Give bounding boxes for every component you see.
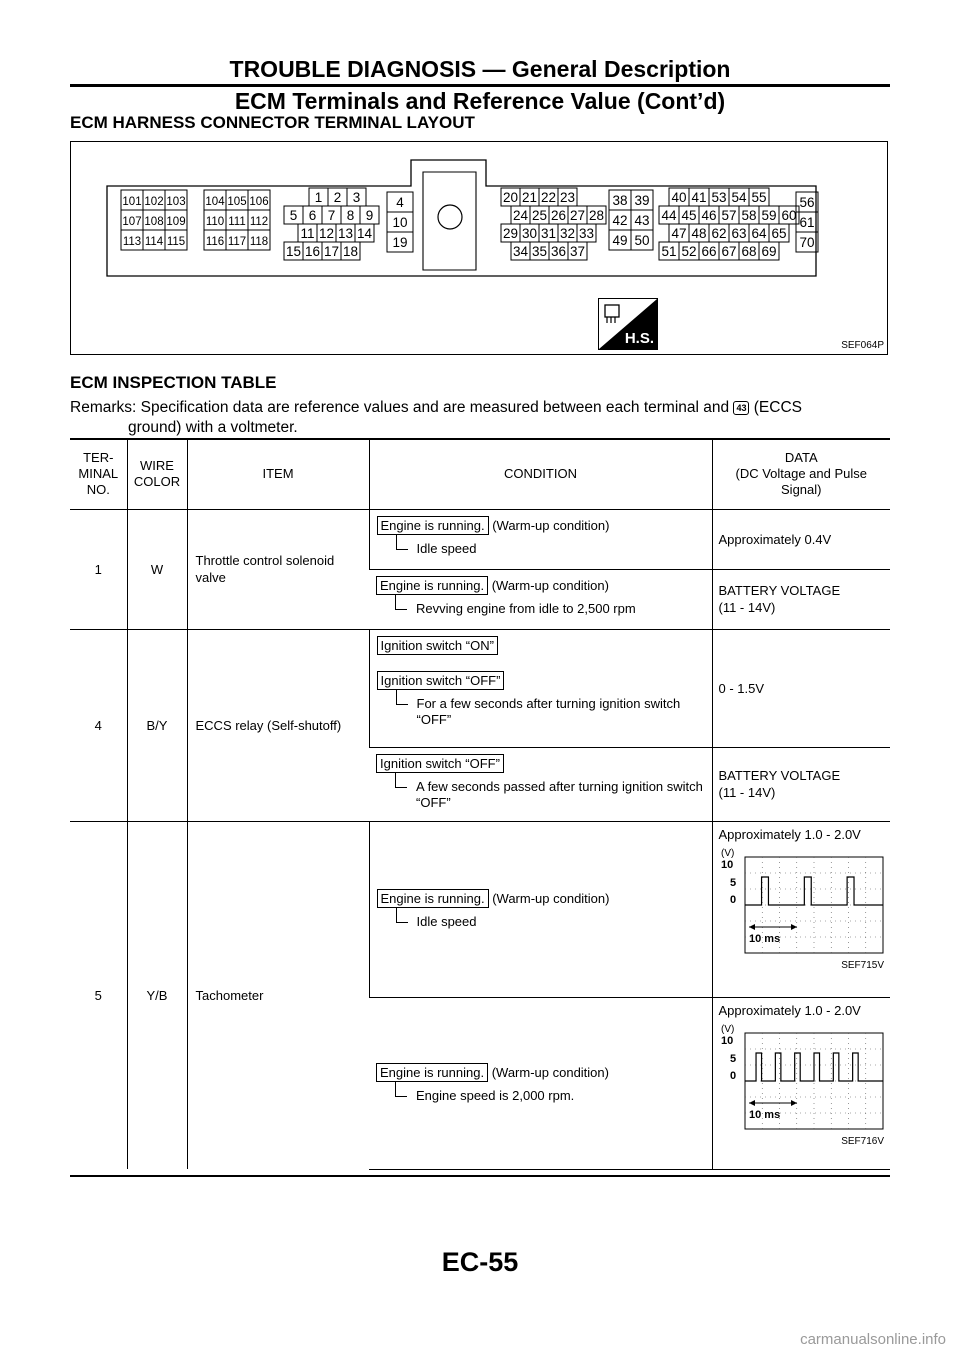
wire-color: Y/B xyxy=(127,821,187,1169)
scope-time-label: 10 ms xyxy=(748,1108,780,1121)
pin-number: 110 xyxy=(205,216,225,228)
pin-number: 20 xyxy=(502,190,519,205)
pin-number: 105 xyxy=(227,196,247,208)
pin-number: 45 xyxy=(681,208,697,223)
pin-number: 42 xyxy=(612,213,628,228)
pin-number: 34 xyxy=(512,244,529,259)
pin-number: 13 xyxy=(337,226,354,241)
pin-number: 102 xyxy=(144,196,164,208)
condition xyxy=(369,997,712,1169)
pin-number: 114 xyxy=(144,236,164,248)
scope-tick-5: 5 xyxy=(729,876,736,889)
pin-number: 67 xyxy=(721,244,737,259)
pin-number: 50 xyxy=(634,233,650,248)
condition xyxy=(369,569,712,629)
data-value: Approximately 0.4V xyxy=(712,509,890,569)
remarks-line1: Remarks: Specification data are reference values and are measured between each terminal and xyxy=(70,399,730,416)
pin-number: 60 xyxy=(781,208,797,223)
pin-number: 6 xyxy=(308,208,317,223)
scope-trace xyxy=(745,1053,883,1081)
remarks-line2: ground) with a voltmeter. xyxy=(128,419,298,436)
condition-box: Ignition switch “OFF” xyxy=(376,754,504,773)
pin-number: 59 xyxy=(761,208,777,223)
scope-tick-0: 0 xyxy=(729,893,736,906)
pin-number: 19 xyxy=(392,235,408,250)
pin-number: 29 xyxy=(502,226,519,241)
pin-number: 47 xyxy=(671,226,687,241)
connector-layout-heading: ECM HARNESS CONNECTOR TERMINAL LAYOUT xyxy=(70,113,475,132)
header-rule xyxy=(70,84,890,87)
pin-number: 106 xyxy=(249,196,269,208)
oscilloscope-waveform-idle xyxy=(719,847,885,955)
inspection-table xyxy=(70,439,890,1170)
pin-number: 68 xyxy=(741,244,757,259)
pin-number: 31 xyxy=(540,226,557,241)
pin-number: 30 xyxy=(521,226,538,241)
pin-number: 51 xyxy=(661,244,677,259)
condition-note: (Warm-up condition) xyxy=(491,577,609,593)
pin-number: 116 xyxy=(205,236,225,248)
condition-box: Ignition switch “ON” xyxy=(377,636,498,655)
pin-number: 8 xyxy=(346,208,355,223)
condition xyxy=(369,629,712,747)
pin-number: 12 xyxy=(318,226,335,241)
terminal-no: 4 xyxy=(70,629,127,821)
condition-note: (Warm-up condition) xyxy=(492,517,610,533)
pin-number: 32 xyxy=(559,226,576,241)
pin-number: 48 xyxy=(691,226,707,241)
remarks xyxy=(70,398,890,438)
page-number: EC-55 xyxy=(441,1247,519,1277)
table-row xyxy=(70,821,890,997)
remarks-tail: (ECCS xyxy=(753,399,802,416)
condition-box: Engine is running. xyxy=(376,576,488,595)
pin-number: 62 xyxy=(711,226,727,241)
pin-number: 2 xyxy=(333,190,342,205)
condition xyxy=(369,509,712,569)
wire-color: B/Y xyxy=(127,629,187,821)
hs-badge-label: H.S. xyxy=(624,330,654,347)
pin-number: 118 xyxy=(249,236,269,248)
data-value: BATTERY VOLTAGE (11 - 14V) xyxy=(712,569,890,629)
data-value: Approximately 1.0 - 2.0V xyxy=(718,1002,861,1018)
ground-terminal-badge: 43 xyxy=(733,401,749,415)
condition-sub: Revving engine from idle to 2,500 rpm xyxy=(376,601,706,617)
pin-number: 44 xyxy=(661,208,677,223)
pin-number: 61 xyxy=(799,215,815,230)
watermark: carmanualsonline.info xyxy=(800,1331,946,1348)
pin-number: 46 xyxy=(701,208,717,223)
pin-number: 28 xyxy=(588,208,605,223)
item: Tachometer xyxy=(187,821,369,1169)
pin-number: 69 xyxy=(761,244,777,259)
condition-note: (Warm-up condition) xyxy=(491,1064,609,1080)
pin-number: 9 xyxy=(365,208,374,223)
pin-number: 21 xyxy=(521,190,538,205)
pin-number: 101 xyxy=(122,196,142,208)
scope-tick-10: 10 xyxy=(720,1034,733,1047)
pin-number: 38 xyxy=(612,193,628,208)
pin-number: 103 xyxy=(166,196,186,208)
pin-number: 112 xyxy=(249,216,269,228)
pin-number: 41 xyxy=(691,190,707,205)
condition-box: Engine is running. xyxy=(376,1063,488,1082)
pin-number: 63 xyxy=(731,226,747,241)
col-data: DATA (DC Voltage and Pulse Signal) xyxy=(712,439,890,509)
pin-number: 7 xyxy=(327,208,336,223)
condition-sub: Idle speed xyxy=(377,541,706,557)
figure-code: SEF715V xyxy=(841,959,884,971)
condition-sub: A few seconds passed after turning ignition switch “OFF” xyxy=(376,779,706,811)
pin-number: 39 xyxy=(634,193,650,208)
pin-number: 115 xyxy=(166,236,186,248)
pin-number: 65 xyxy=(771,226,787,241)
condition-box: Ignition switch “OFF” xyxy=(377,671,505,690)
item: Throttle control solenoid valve xyxy=(187,509,369,629)
scope-unit: (V) xyxy=(720,847,734,859)
condition-sub: Idle speed xyxy=(377,914,706,930)
pin-number: 107 xyxy=(122,216,142,228)
pin-number: 108 xyxy=(144,216,164,228)
pin-number: 3 xyxy=(352,190,361,205)
pin-number: 70 xyxy=(799,235,815,250)
pin-number: 24 xyxy=(512,208,529,223)
wire-color: W xyxy=(127,509,187,629)
table-bottom-rule xyxy=(70,1175,890,1177)
pin-number: 16 xyxy=(304,244,321,259)
pin-number: 111 xyxy=(228,216,246,228)
scope-unit: (V) xyxy=(720,1023,734,1035)
scope-trace xyxy=(745,877,883,905)
pin-number: 66 xyxy=(701,244,717,259)
pin-number: 40 xyxy=(671,190,687,205)
condition xyxy=(369,747,712,821)
figure-code: SEF716V xyxy=(841,1135,884,1147)
pin-number: 113 xyxy=(122,236,142,248)
table-header-row xyxy=(70,439,890,509)
pin-number: 23 xyxy=(559,190,576,205)
pin-number: 57 xyxy=(721,208,737,223)
page-header-title: TROUBLE DIAGNOSIS — General Description xyxy=(229,56,731,82)
pin-number: 104 xyxy=(205,196,225,208)
pin-number: 35 xyxy=(531,244,548,259)
terminal-no: 1 xyxy=(94,561,102,577)
data-value: BATTERY VOLTAGE (11 - 14V) xyxy=(712,747,890,821)
pin-number: 18 xyxy=(342,244,359,259)
table-row xyxy=(70,509,890,569)
scope-tick-10: 10 xyxy=(720,858,733,871)
hs-badge xyxy=(598,298,658,350)
col-wire-color: WIRE COLOR xyxy=(127,439,187,509)
pin-number: 1 xyxy=(314,190,323,205)
condition xyxy=(369,821,712,997)
data-cell xyxy=(712,821,890,997)
condition-sub: Engine speed is 2,000 rpm. xyxy=(376,1088,706,1104)
pin-number: 49 xyxy=(612,233,628,248)
condition-note: (Warm-up condition) xyxy=(492,890,610,906)
condition-box: Engine is running. xyxy=(377,516,489,535)
pin-number: 53 xyxy=(711,190,727,205)
pin-number: 109 xyxy=(166,216,186,228)
connector-layout-figure xyxy=(70,141,888,355)
item: ECCS relay (Self-shutoff) xyxy=(187,629,369,821)
pin-number: 58 xyxy=(741,208,757,223)
col-item: ITEM xyxy=(187,439,369,509)
pin-number: 37 xyxy=(569,244,586,259)
pin-number: 52 xyxy=(681,244,697,259)
pin-number: 54 xyxy=(731,190,747,205)
pin-number: 15 xyxy=(285,244,302,259)
table-row xyxy=(70,629,890,747)
data-value: 0 - 1.5V xyxy=(712,629,890,747)
pin-number: 55 xyxy=(751,190,767,205)
pin-number: 56 xyxy=(799,195,815,210)
col-condition: CONDITION xyxy=(369,439,712,509)
data-cell xyxy=(712,997,890,1169)
condition-sub: For a few seconds after turning ignition switch “OFF” xyxy=(377,696,706,728)
pin-number: 11 xyxy=(300,226,315,241)
condition-box: Engine is running. xyxy=(377,889,489,908)
page-header-subtitle: ECM Terminals and Reference Value (Cont’d) xyxy=(234,88,726,114)
figure-code: SEF064P xyxy=(841,340,884,351)
pin-number: 14 xyxy=(356,226,373,241)
oscilloscope-waveform-2000rpm xyxy=(719,1023,885,1131)
pin-number: 27 xyxy=(569,208,586,223)
pin-number: 10 xyxy=(392,215,408,230)
pin-number: 4 xyxy=(396,195,404,210)
pin-number: 43 xyxy=(634,213,650,228)
pin-number: 25 xyxy=(531,208,548,223)
scope-time-label: 10 ms xyxy=(748,932,780,945)
col-terminal: TER- MINAL NO. xyxy=(70,439,127,509)
pin-number: 117 xyxy=(227,236,247,248)
pin-number: 26 xyxy=(550,208,567,223)
data-value: Approximately 1.0 - 2.0V xyxy=(718,826,861,842)
scope-tick-0: 0 xyxy=(729,1069,736,1082)
pin-number: 36 xyxy=(550,244,567,259)
pin-number: 33 xyxy=(578,226,595,241)
pin-number: 64 xyxy=(751,226,767,241)
connector-diagram xyxy=(71,142,887,354)
inspection-heading: ECM INSPECTION TABLE xyxy=(70,373,277,392)
pin-number: 5 xyxy=(289,208,298,223)
pin-number: 17 xyxy=(323,244,340,259)
terminal-no: 5 xyxy=(70,821,127,1169)
pin-number: 22 xyxy=(540,190,557,205)
scope-tick-5: 5 xyxy=(729,1052,736,1065)
